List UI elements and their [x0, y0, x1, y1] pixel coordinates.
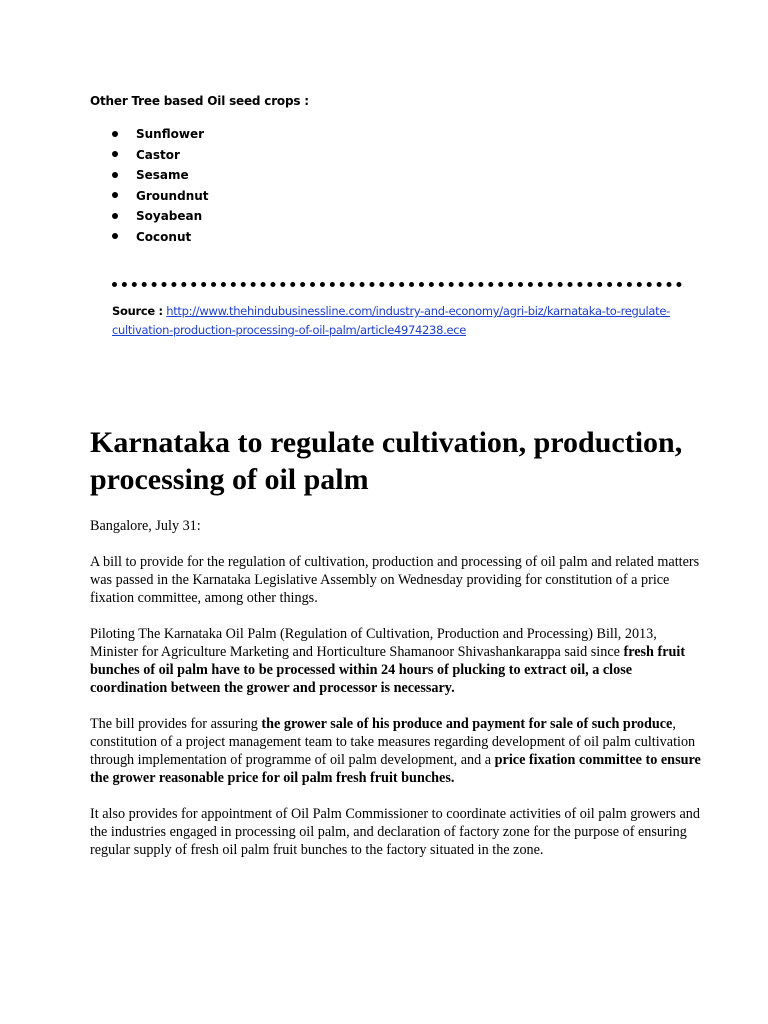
crop-name: Soyabean: [136, 209, 203, 224]
crop-name: Groundnut: [136, 188, 209, 203]
paragraph-2-text: Piloting The Karnataka Oil Palm (Regulation of Cultivation, Production and Processing) Bill, 2013, Minister for Agriculture Marketing and Horticulture Shamanoor Shivashankarappa said since: [90, 626, 657, 660]
list-item: [112, 124, 209, 145]
list-item: [112, 206, 209, 227]
crop-name: Castor: [136, 147, 180, 162]
paragraph-3-text-a: The bill provides for assuring: [90, 716, 262, 732]
crops-heading: Other Tree based Oil seed crops :: [90, 94, 309, 108]
crop-list: [112, 124, 209, 248]
list-item: [112, 227, 209, 248]
paragraph-3-emphasis-b: price fixation committee to ensure the grower reasonable price for oil palm fresh fruit bunches.: [90, 752, 701, 786]
bullet-icon: [112, 151, 118, 157]
paragraph-2: [90, 625, 702, 697]
list-item: [112, 145, 209, 166]
paragraph-1: A bill to provide for the regulation of cultivation, production and processing of oil palm and related matters was passed in the Karnataka Legislative Assembly on Wednesday providing for constitution of a price fixation committee, among other things.: [90, 554, 700, 606]
crop-name: Coconut: [136, 229, 192, 244]
paragraph-4: It also provides for appointment of Oil Palm Commissioner to coordinate activities of oil palm growers and the industries engaged in processing oil palm, and declaration of factory zone for the purpose of ensuring regular supply of fresh oil palm fruit bunches to the factory situated in the zone.: [90, 806, 700, 858]
bullet-icon: [112, 192, 118, 198]
list-item: [112, 165, 209, 186]
list-item: [112, 186, 209, 207]
bullet-icon: [112, 131, 118, 137]
paragraph-3: [90, 715, 702, 787]
bullet-icon: [112, 172, 118, 178]
crop-name: Sesame: [136, 168, 189, 183]
dotted-divider: [112, 282, 682, 287]
paragraph-2-emphasis: fresh fruit bunches of oil palm have to be processed within 24 hours of plucking to extract oil, a close coordination between the grower and processor is necessary.: [90, 644, 686, 696]
source-citation: [112, 302, 712, 340]
crop-name: Sunflower: [136, 127, 205, 141]
paragraph-3-text-b: , constitution of a project management team to take measures regarding development of oil palm cultivation through implementation of programme of oil palm development, and a: [90, 716, 696, 768]
bullet-icon: [112, 213, 118, 219]
bullet-icon: [112, 233, 118, 239]
dateline: Bangalore, July 31:: [90, 518, 201, 534]
paragraph-3-emphasis-a: the grower sale of his produce and payment for sale of such produce: [261, 716, 673, 732]
article-body: [90, 517, 702, 877]
article-title: Karnataka to regulate cultivation, production, processing of oil palm: [90, 426, 683, 496]
source-label: Source :: [112, 304, 163, 318]
source-link[interactable]: http://www.thehindubusinessline.com/industry-and-economy/agri-biz/karnataka-to-regulate-cultivation-production-processing-of-oil-palm/article4974238.ece: [112, 304, 670, 337]
